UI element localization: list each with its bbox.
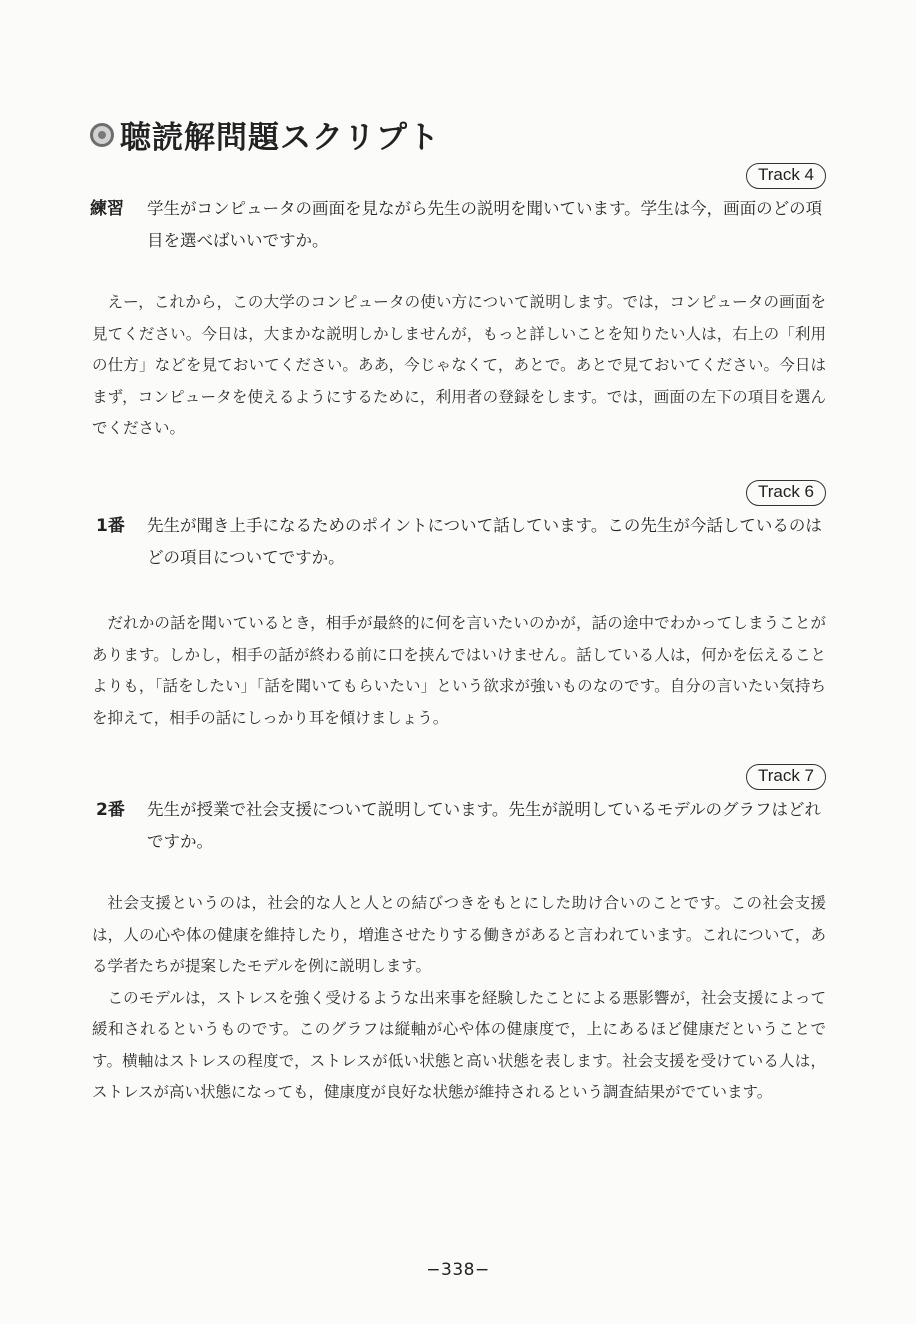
script-paragraph: えー，これから，この大学のコンピュータの使い方について説明します。では，コンピュータの画面を見てください。今日は，大まかな説明しかしませんが，もっと詳しいことを知りたい人は，右上の「利用の仕方」などを見ておいてください。ああ，今じゃなくて，あとで。あとで見ておいてください。今日はまず，コンピュータを使えるようにするために，利用者の登録をします。では，画面の左下の項目を選んでください。	[92, 293, 826, 437]
track-badge: Track 6	[746, 480, 826, 506]
script-paragraph: このモデルは，ストレスを強く受けるような出来事を経験したことによる悪影響が，社会支援によって緩和されるというものです。このグラフは縦軸が心や体の健康度で，上にあるほど健康だということです。横軸はストレスの程度で，ストレスが低い状態と高い状態を表します。社会支援を受けている人は，ストレスが高い状態になっても，健康度が良好な状態が維持されるという調査結果がでています。	[92, 988, 826, 1101]
page-title-text: 聴読解問題スクリプト	[120, 120, 440, 156]
script-paragraph: 社会支援というのは，社会的な人と人との結びつきをもとにした助け合いのことです。この社会支援は，人の心や体の健康を維持したり，増進させたりする働きがあると言われています。これについて，ある学者たちが提案したモデルを例に説明します。	[92, 894, 826, 975]
question-label: 練習	[90, 199, 124, 219]
section-question-2	[90, 764, 826, 1109]
page-number: −338−	[426, 1260, 490, 1280]
question	[90, 510, 826, 574]
script-paragraph: だれかの話を聞いているとき，相手が最終的に何を言いたいのかが，話の途中でわかってしまうことがあります。しかし，相手の話が終わる前に口を挟んではいけません。話している人は，何かを伝えることよりも，「話をしたい」「話を聞いてもらいたい」という欲求が強いものなのです。自分の言いたい気持ちを抑えて，相手の話にしっかり耳を傾けましょう。	[92, 614, 826, 727]
section-question-1	[90, 480, 826, 734]
question	[90, 794, 826, 858]
question-text: 先生が授業で社会支援について説明しています。先生が説明しているモデルのグラフはどれですか。	[147, 800, 822, 851]
page-title	[90, 112, 440, 157]
disc-icon	[90, 123, 114, 147]
question	[90, 193, 826, 257]
track-badge: Track 7	[746, 764, 826, 790]
question-label: 2番	[96, 800, 125, 820]
question-text: 学生がコンピュータの画面を見ながら先生の説明を聞いています。学生は今，画面のどの項目を選べばいいですか。	[147, 199, 823, 250]
question-label: 1番	[96, 516, 125, 536]
track-badge: Track 4	[746, 163, 826, 189]
section-practice	[90, 163, 826, 445]
question-text: 先生が聞き上手になるためのポイントについて話しています。この先生が今話しているのはどの項目についてですか。	[147, 516, 822, 567]
